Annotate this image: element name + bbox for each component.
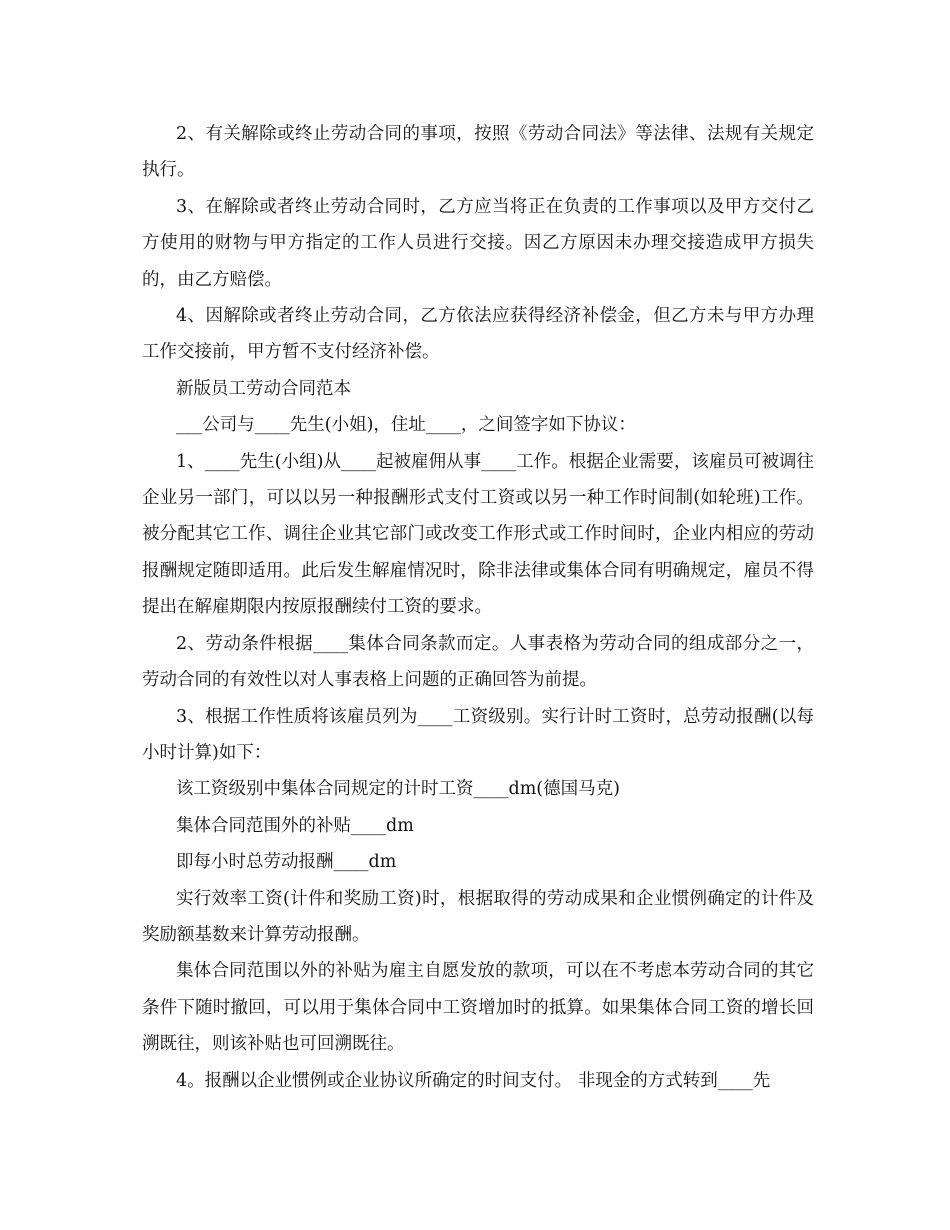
paragraph-handover: 3、在解除或者终止劳动合同时，乙方应当将正在负责的工作事项以及甲方交付乙方使用的财物与甲方指定的工作人员进行交接。因乙方原因未办理交接造成甲方损失的，由乙方赔偿。 xyxy=(142,196,814,290)
document-body xyxy=(142,116,814,1099)
paragraph-clause-1: 1、____先生(小组)从____起被雇佣从事____工作。根据企业需要，该雇员可被调往企业另一部门，可以以另一种报酬形式支付工资或以另一种工作时间制(如轮班)工作。被分配其它工作、调往企业其它部门或改变工作形式或工作时间时，企业内相应的劳动报酬规定随即适用。此后发生解雇情况时，除非法律或集体合同有明确规定，雇员不得提出在解雇期限内按原报酬续付工资的要求。 xyxy=(142,451,814,618)
paragraph-piece-rate: 实行效率工资(计件和奖励工资)时，根据取得的劳动成果和企业惯例确定的计件及奖励额基数来计算劳动报酬。 xyxy=(142,888,814,945)
paragraph-voluntary-allowance: 集体合同范围以外的补贴为雇主自愿发放的款项，可以在不考虑本劳动合同的其它条件下随时撤回，可以用于集体合同中工资增加时的抵算。如果集体合同工资的增长回溯既往，则该补贴也可回溯既往。 xyxy=(142,961,814,1055)
paragraph-parties: ___公司与____先生(小姐)，住址____，之间签字如下协议： xyxy=(176,415,636,436)
paragraph-compensation: 4、因解除或者终止劳动合同，乙方依法应获得经济补偿金，但乙方未与甲方办理工作交接前，甲方暂不支付经济补偿。 xyxy=(142,306,814,363)
paragraph-termination-rules: 2、有关解除或终止劳动合同的事项，按照《劳动合同法》等法律、法规有关规定执行。 xyxy=(142,124,814,181)
paragraph-clause-2: 2、劳动条件根据____集体合同条款而定。人事表格为劳动合同的组成部分之一，劳动合同的有效性以对人事表格上问题的正确回答为前提。 xyxy=(142,633,814,691)
paragraph-total-pay: 即每小时总劳动报酬____dm xyxy=(176,852,397,873)
paragraph-clause-4: 4。报酬以企业惯例或企业协议所确定的时间支付。 非现金的方式转到____先 xyxy=(176,1070,771,1091)
paragraph-clause-3: 3、根据工作性质将该雇员列为____工资级别。实行计时工资时，总劳动报酬(以每小时计算)如下： xyxy=(142,706,814,763)
section-heading: 新版员工劳动合同范本 xyxy=(176,378,351,399)
paragraph-allowance: 集体合同范围外的补贴____dm xyxy=(176,815,414,836)
paragraph-hourly-wage: 该工资级别中集体合同规定的计时工资____dm(德国马克) xyxy=(176,779,620,800)
